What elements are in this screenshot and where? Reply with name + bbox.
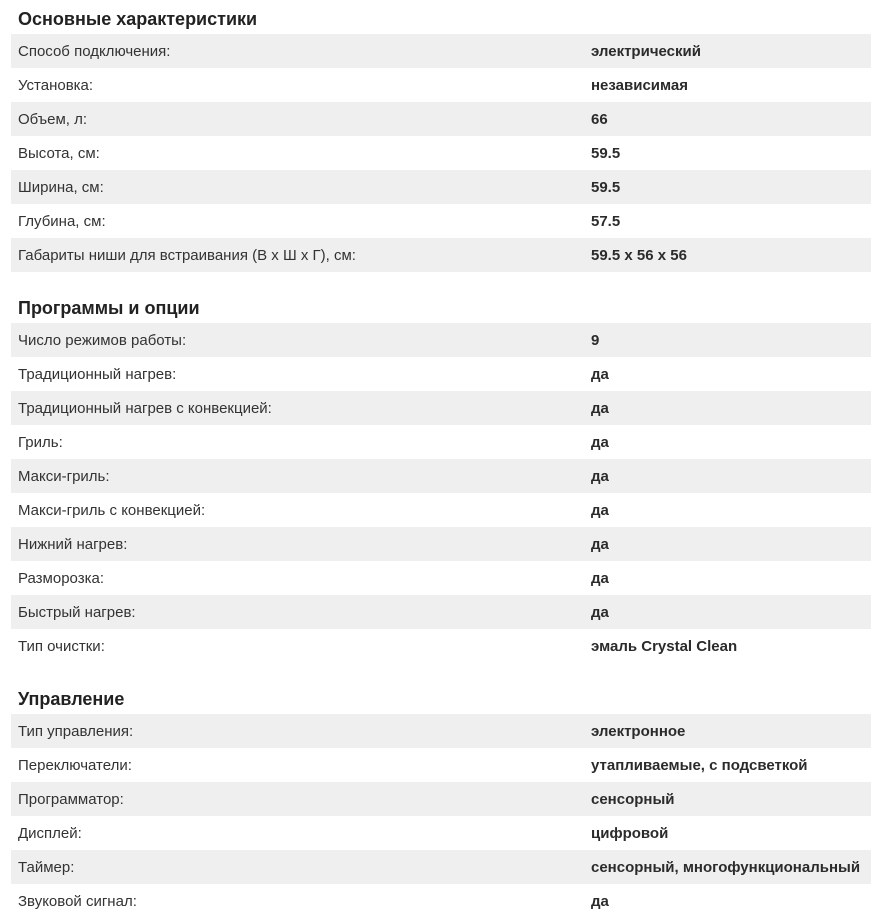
spec-value: 59.5 х 56 х 56 — [591, 246, 687, 264]
spec-row — [11, 629, 871, 663]
spec-label: Звуковой сигнал: — [18, 892, 137, 910]
spec-value: да — [591, 399, 609, 417]
spec-row — [11, 850, 871, 884]
spec-row — [11, 459, 871, 493]
spec-value: да — [591, 535, 609, 553]
spec-label: Габариты ниши для встраивания (В х Ш х Г), см: — [18, 246, 356, 264]
spec-label: Традиционный нагрев: — [18, 365, 177, 383]
spec-label: Переключатели: — [18, 756, 132, 774]
spec-label: Макси-гриль: — [18, 467, 110, 485]
spec-label: Глубина, см: — [18, 212, 106, 230]
spec-value: да — [591, 569, 609, 587]
spec-label: Ширина, см: — [18, 178, 104, 196]
spec-value: электронное — [591, 722, 686, 740]
spec-value: электрический — [591, 42, 701, 60]
spec-value: сенсорный — [591, 790, 675, 808]
spec-value: да — [591, 433, 609, 451]
spec-value: сенсорный, многофункциональный — [591, 858, 861, 876]
section-main-specs — [0, 0, 871, 272]
spec-row — [11, 561, 871, 595]
spec-row — [11, 714, 871, 748]
spec-label: Быстрый нагрев: — [18, 603, 136, 621]
spec-label: Гриль: — [18, 433, 63, 451]
spec-value: 66 — [591, 110, 608, 128]
spec-label: Таймер: — [18, 858, 75, 876]
spec-value: независимая — [591, 76, 689, 94]
spec-label: Макси-гриль с конвекцией: — [18, 501, 206, 519]
spec-label: Высота, см: — [18, 144, 100, 162]
section-title: Управление — [18, 689, 125, 709]
spec-value: да — [591, 365, 609, 383]
spec-label: Способ подключения: — [18, 42, 171, 60]
spec-row — [11, 782, 871, 816]
spec-label: Программатор: — [18, 790, 124, 808]
spec-label: Тип очистки: — [18, 637, 105, 655]
spec-label: Нижний нагрев: — [18, 535, 128, 553]
spec-value: 9 — [591, 331, 600, 349]
spec-row — [11, 884, 871, 918]
spec-row — [11, 136, 871, 170]
section-programs-options — [0, 294, 871, 663]
spec-row — [11, 527, 871, 561]
spec-row — [11, 595, 871, 629]
spec-value: да — [591, 467, 609, 485]
spec-value: эмаль Crystal Clean — [591, 637, 738, 655]
spec-row — [11, 357, 871, 391]
spec-label: Тип управления: — [18, 722, 134, 740]
spec-value: 57.5 — [591, 212, 621, 230]
spec-label: Объем, л: — [18, 110, 88, 128]
spec-value: да — [591, 603, 609, 621]
spec-label: Разморозка: — [18, 569, 105, 587]
spec-label: Установка: — [18, 76, 94, 94]
spec-label: Традиционный нагрев с конвекцией: — [18, 399, 272, 417]
spec-row — [11, 68, 871, 102]
spec-value: цифровой — [591, 824, 669, 842]
spec-row — [11, 170, 871, 204]
spec-list — [11, 34, 871, 272]
spec-value: 59.5 — [591, 144, 621, 162]
spec-list — [11, 714, 871, 918]
spec-label: Число режимов работы: — [18, 331, 187, 349]
spec-row — [11, 425, 871, 459]
spec-row — [11, 34, 871, 68]
spec-value: да — [591, 501, 609, 519]
spec-row — [11, 323, 871, 357]
spec-row — [11, 102, 871, 136]
section-title: Программы и опции — [18, 298, 200, 318]
spec-row — [11, 748, 871, 782]
spec-row — [11, 816, 871, 850]
spec-row — [11, 204, 871, 238]
section-controls — [0, 685, 871, 918]
spec-row — [11, 493, 871, 527]
spec-value: 59.5 — [591, 178, 621, 196]
spec-value: да — [591, 892, 609, 910]
spec-value: утапливаемые, с подсветкой — [591, 756, 808, 774]
spec-list — [11, 323, 871, 663]
section-title: Основные характеристики — [18, 9, 258, 29]
spec-row — [11, 391, 871, 425]
spec-label: Дисплей: — [18, 824, 82, 842]
spec-row — [11, 238, 871, 272]
